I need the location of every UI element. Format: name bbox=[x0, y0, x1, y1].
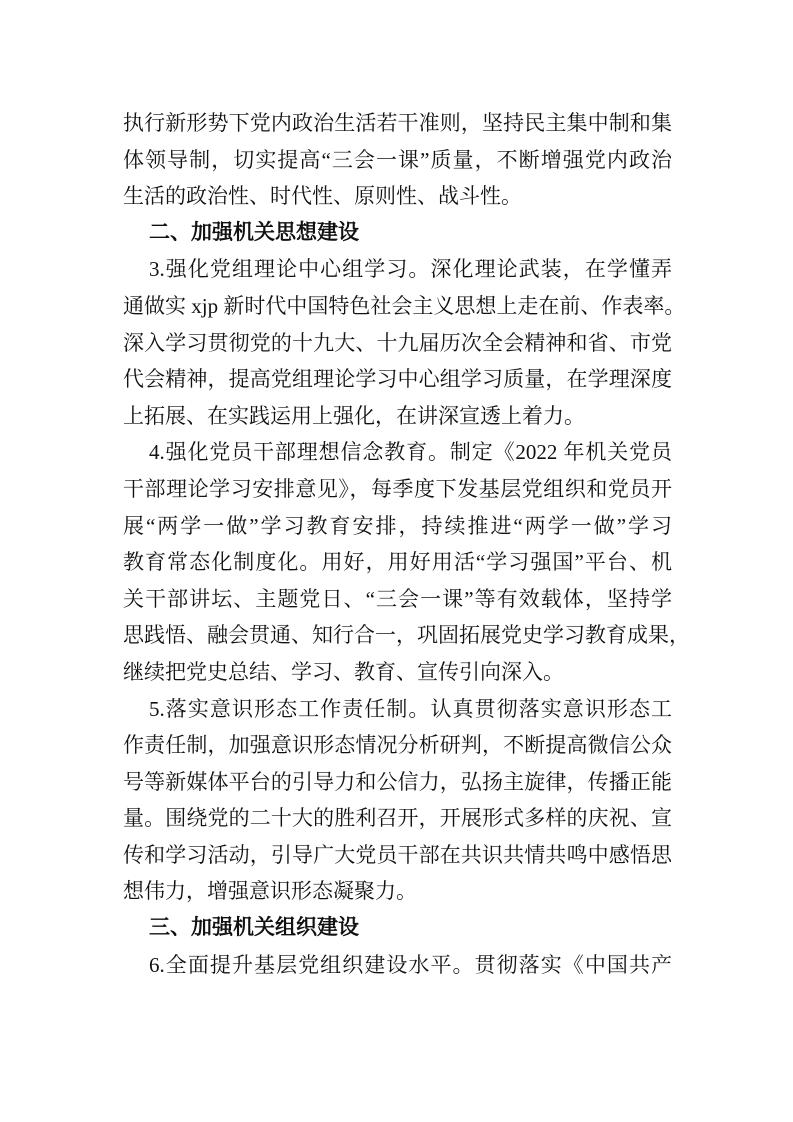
text-line: 代会精神，提高党组理论学习中心组学习质量，在学理深度 bbox=[123, 367, 672, 392]
text-line: 深入学习贯彻党的十九大、十九届历次全会精神和省、市党 bbox=[123, 330, 672, 355]
text-line: 干部理论学习安排意见》，每季度下发基层党组织和党员开 bbox=[123, 476, 672, 501]
text-line: 上拓展、在实践运用上强化，在讲深宣透上着力。 bbox=[123, 403, 585, 428]
text-line: 量。围绕党的二十大的胜利召开，开展形式多样的庆祝、宣 bbox=[123, 806, 672, 831]
text-line: 生活的政治性、时代性、原则性、战斗性。 bbox=[123, 184, 522, 209]
document-page bbox=[123, 105, 690, 983]
text-line: 作责任制，加强意识形态情况分析研判，不断提高微信公众 bbox=[123, 733, 672, 758]
text-line: 传和学习活动，引导广大党员干部在共识共情共鸣中感悟思 bbox=[123, 842, 672, 867]
text-line: 通做实 xjp 新时代中国特色社会主义思想上走在前、作表率。 bbox=[123, 293, 686, 318]
text-line: 教育常态化制度化。用好，用好用活“学习强国”平台、机 bbox=[123, 550, 672, 575]
text-line: 号等新媒体平台的引导力和公信力，弘扬主旋律，传播正能 bbox=[123, 769, 672, 794]
section-heading: 二、加强机关思想建设 bbox=[149, 220, 359, 244]
text-line: 5.落实意识形态工作责任制。认真贯彻落实意识形态工 bbox=[149, 696, 672, 721]
paragraph bbox=[123, 434, 690, 690]
text-line: 执行新形势下党内政治生活若干准则，坚持民主集中制和集 bbox=[123, 111, 672, 135]
text-line: 3.强化党组理论中心组学习。深化理论武装，在学懂弄 bbox=[149, 257, 672, 282]
text-line: 展“两学一做”学习教育安排，持续推进“两学一做”学习 bbox=[123, 513, 672, 538]
text-line: 体领导制，切实提高“三会一课”质量，不断增强党内政治 bbox=[123, 147, 672, 172]
text-line: 6.全面提升基层党组织建设水平。贯彻落实《中国共产 bbox=[149, 952, 672, 977]
paragraph bbox=[123, 251, 686, 434]
text-line: 想伟力，增强意识形态凝聚力。 bbox=[123, 879, 417, 904]
text-line: 思践悟、融会贯通、知行合一，巩固拓展党史学习教育成果， bbox=[123, 623, 690, 648]
text-line: 4.强化党员干部理想信念教育。制定《2022 年机关党员 bbox=[149, 440, 672, 465]
section-heading: 三、加强机关组织建设 bbox=[149, 916, 359, 940]
paragraph bbox=[123, 947, 672, 984]
text-line: 继续把党史总结、学习、教育、宣传引向深入。 bbox=[123, 659, 564, 684]
paragraph bbox=[123, 105, 672, 215]
text-line: 关干部讲坛、主题党日、“三会一课”等有效载体，坚持学 bbox=[123, 586, 672, 611]
paragraph bbox=[123, 691, 672, 911]
